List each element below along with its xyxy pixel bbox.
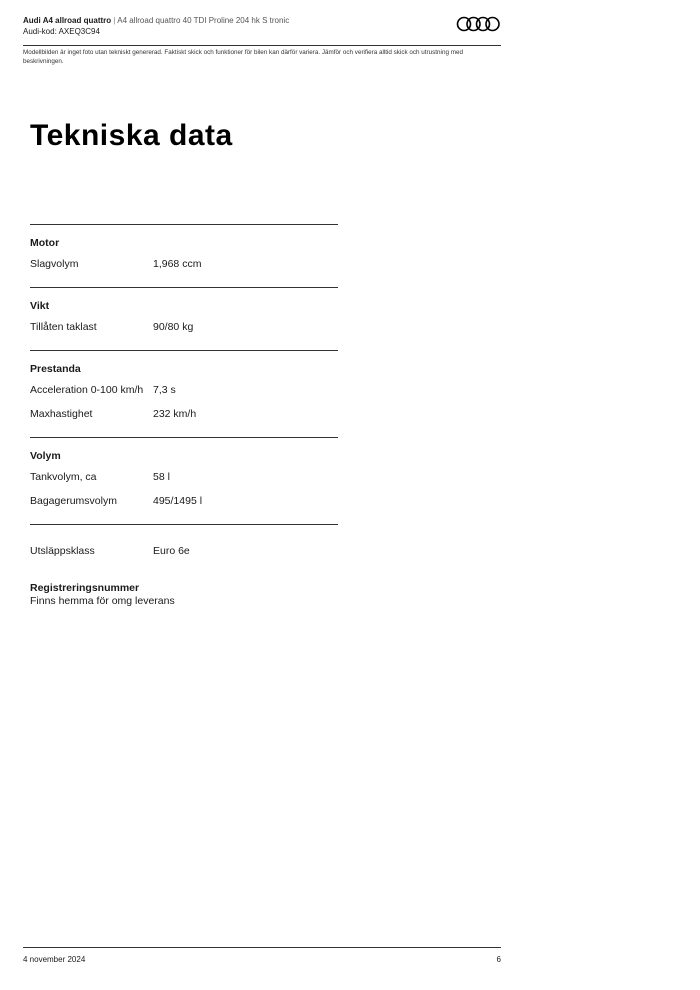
document-header <box>23 16 501 37</box>
disclaimer-text: Modellbilden är inget foto utan tekniskt genererad. Faktiskt skick och funktioner för bilen kan därför variera. Jämför och verifiera alltid skick och utrustning med beskrivningen. <box>23 49 463 65</box>
spec-section-prestanda <box>30 350 338 437</box>
footer-date: 4 november 2024 <box>23 955 86 964</box>
header-model-line <box>23 16 501 26</box>
spec-value: 7,3 s <box>153 384 176 396</box>
spec-label: Utsläppsklass <box>30 545 95 557</box>
spec-row <box>30 384 338 397</box>
page-number: 6 <box>496 955 501 964</box>
section-title: Prestanda <box>30 363 81 375</box>
section-title: Volym <box>30 450 61 462</box>
spec-value: 1,968 ccm <box>153 258 202 270</box>
spec-section-volym <box>30 437 338 524</box>
spec-label: Tillåten taklast <box>30 321 97 333</box>
spec-label: Bagagerumsvolym <box>30 495 117 507</box>
spec-value: 232 km/h <box>153 408 197 420</box>
technical-specs <box>30 224 338 574</box>
spec-section-motor <box>30 224 338 287</box>
spec-row <box>30 495 338 508</box>
page-title: Tekniska data <box>30 119 233 152</box>
registration-block <box>30 582 338 608</box>
spec-value: 90/80 kg <box>153 321 194 333</box>
model-name: Audi A4 allroad quattro <box>23 16 112 25</box>
footer-divider <box>23 947 501 948</box>
spec-row <box>30 408 338 421</box>
model-variant: A4 allroad quattro 40 TDI Proline 204 hk S tronic <box>117 16 290 25</box>
spec-section-vikt <box>30 287 338 350</box>
header-divider <box>23 45 501 46</box>
spec-value: 58 l <box>153 471 170 483</box>
spec-section-emissions <box>30 524 338 574</box>
spec-label: Slagvolym <box>30 258 79 270</box>
audi-code: Audi-kod: AXEQ3C94 <box>23 27 100 36</box>
registration-value: Finns hemma för omg leverans <box>30 595 175 607</box>
spec-label: Maxhastighet <box>30 408 93 420</box>
spec-value: 495/1495 l <box>153 495 203 507</box>
spec-value: Euro 6e <box>153 545 190 557</box>
header-separator: | <box>113 16 116 25</box>
section-title: Motor <box>30 237 60 249</box>
spec-label: Acceleration 0-100 km/h <box>30 384 144 396</box>
spec-row <box>30 545 338 558</box>
audi-rings-logo-icon <box>456 16 502 32</box>
spec-row <box>30 471 338 484</box>
spec-row <box>30 321 338 334</box>
spec-row <box>30 258 338 271</box>
spec-label: Tankvolym, ca <box>30 471 97 483</box>
section-title: Vikt <box>30 300 50 312</box>
registration-title: Registreringsnummer <box>30 582 140 594</box>
